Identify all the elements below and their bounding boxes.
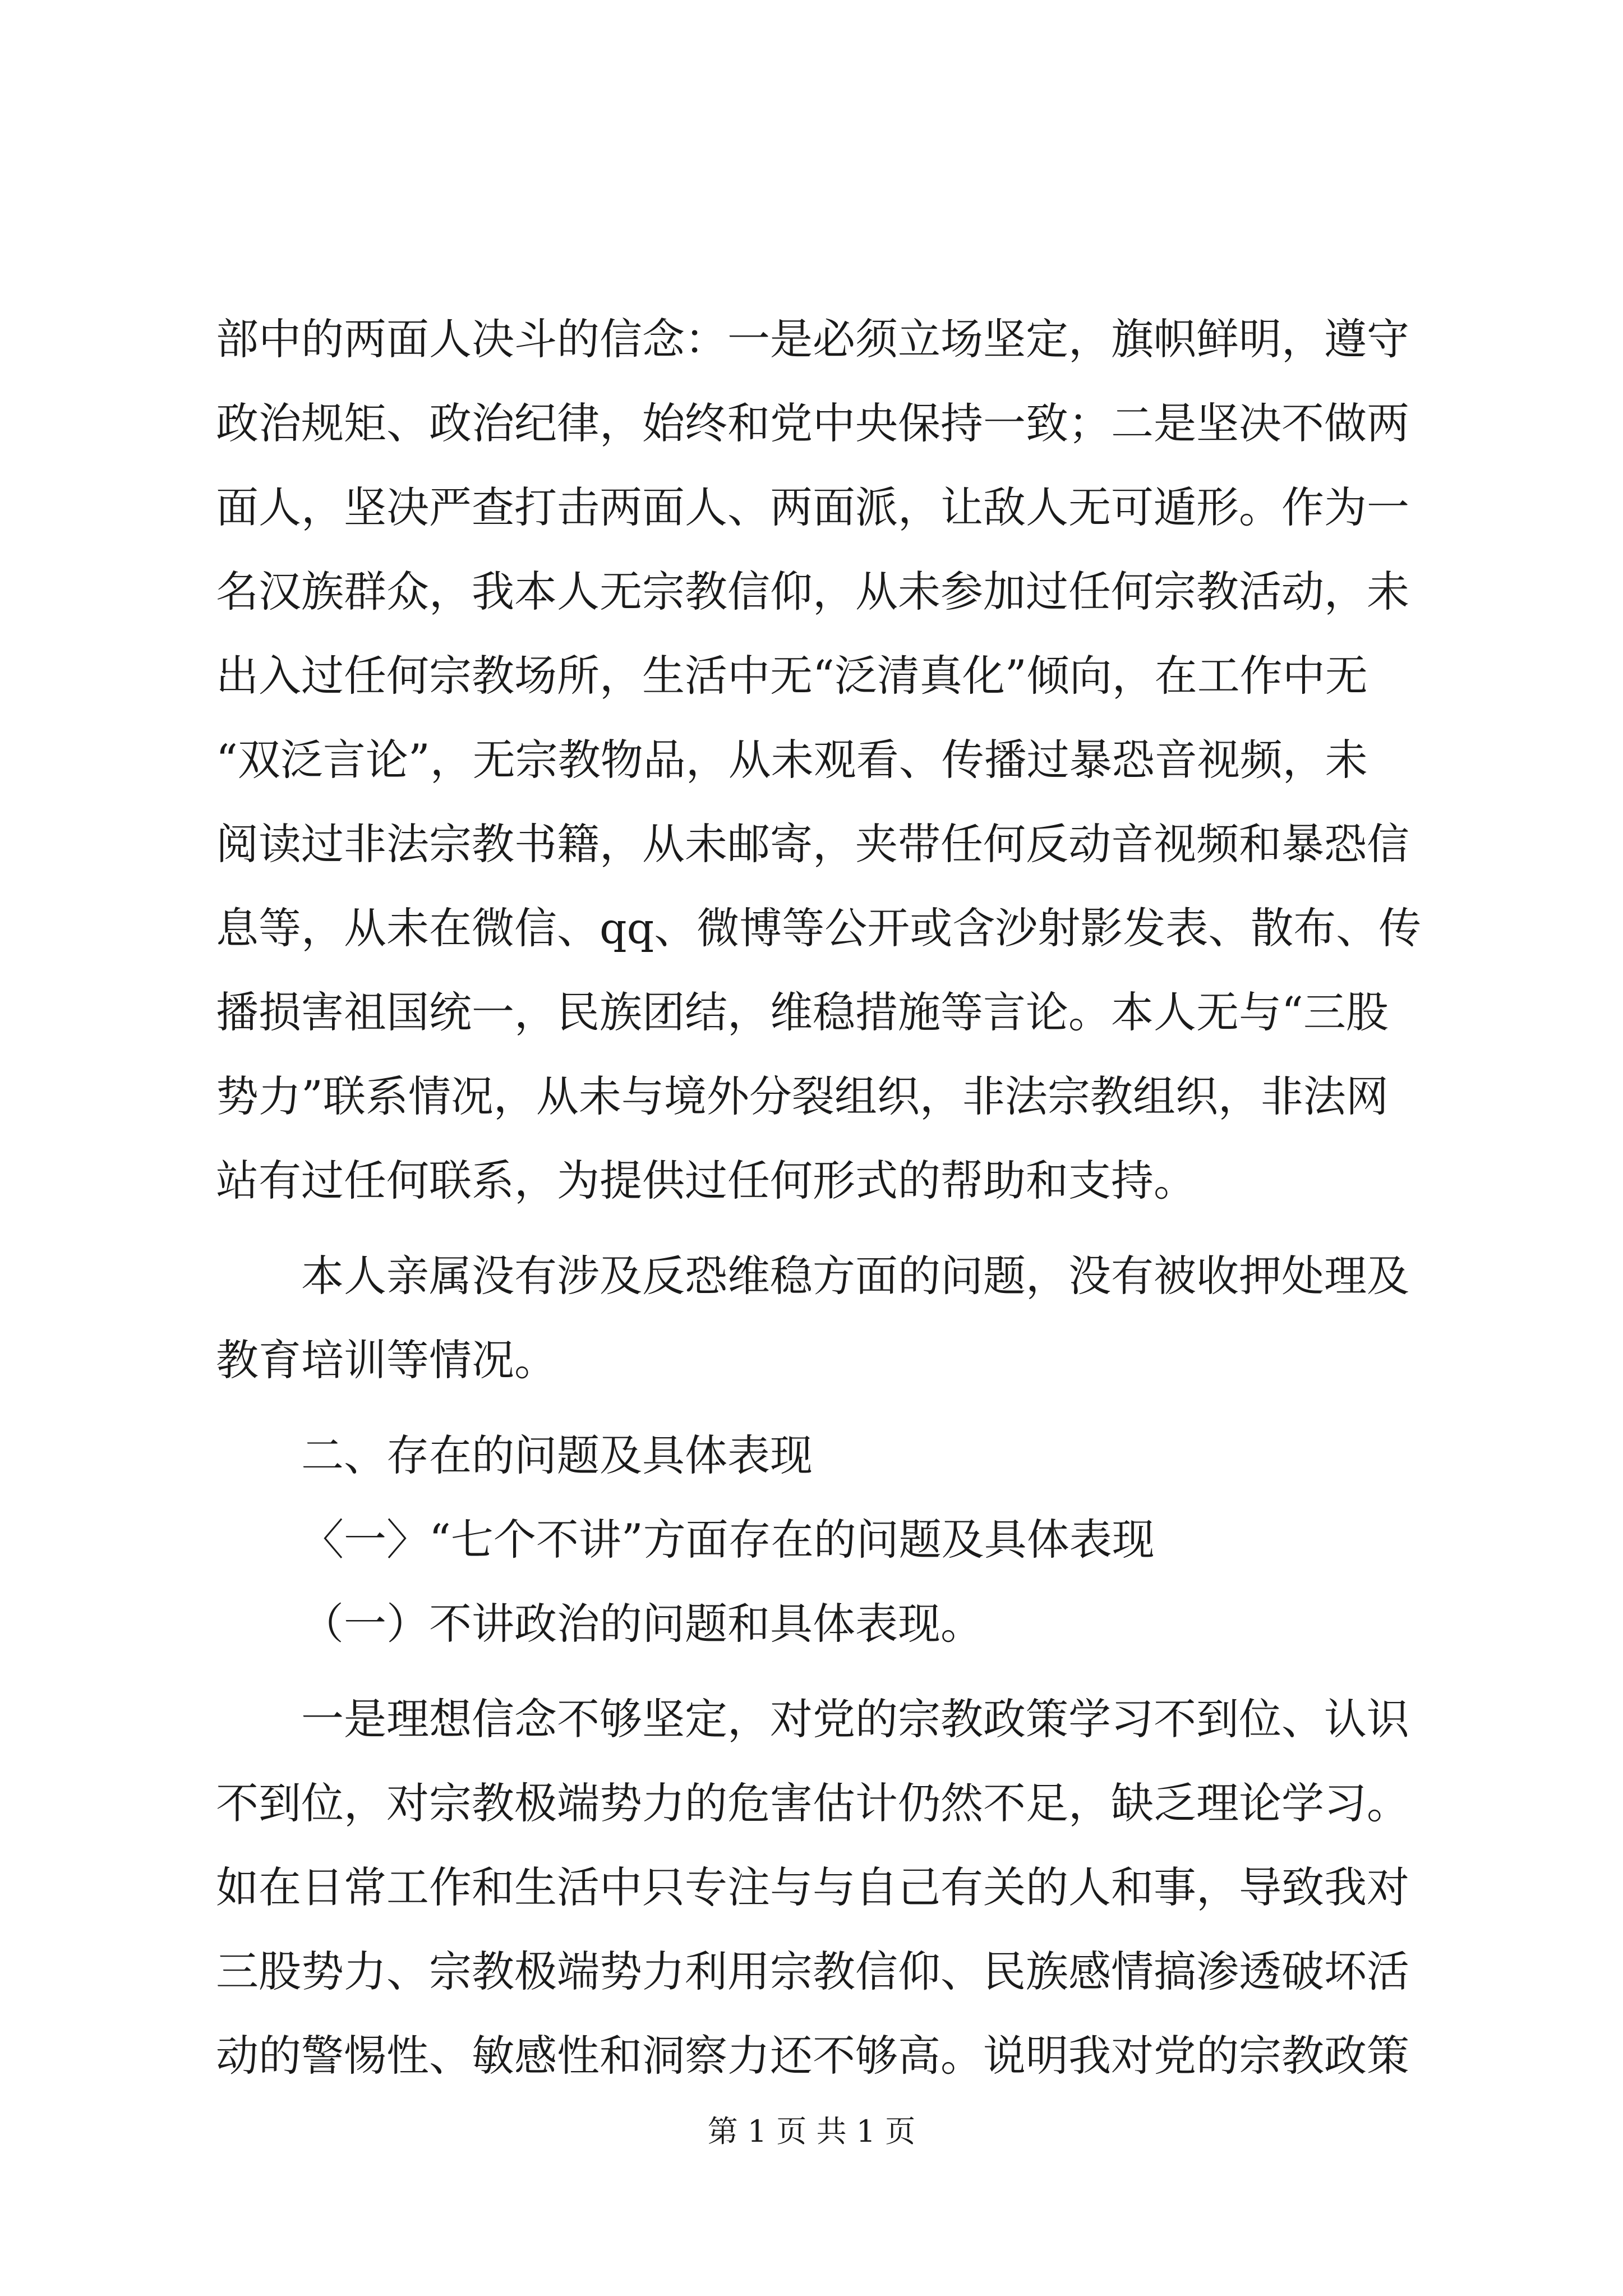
text-line: 不到位，对宗教极端势力的危害估计仍然不足，缺乏理论学习。 (216, 1778, 1409, 1828)
text-line: 势力”联系情况，从未与境外分裂组织，非法宗教组织，非法网 (216, 1071, 1389, 1121)
section-heading: 二、存在的问题及具体表现 (301, 1430, 813, 1480)
text-line: 面人，坚决严查打击两面人、两面派，让敌人无可遁形。作为一 (216, 482, 1409, 532)
paragraph-problems (216, 1677, 1422, 2098)
text-line: 站有过任何联系，为提供过任何形式的帮助和支持。 (216, 1156, 1196, 1205)
text-line: 教育培训等情况。 (216, 1335, 557, 1385)
text-line: 如在日常工作和生活中只专注与与自己有关的人和事，导致我对 (216, 1862, 1409, 1912)
text-line: 一是理想信念不够坚定，对党的宗教政策学习不到位、认识 (301, 1694, 1409, 1744)
document-body (216, 297, 1422, 2098)
text-line: 政治规矩、政治纪律，始终和党中央保持一致；二是坚决不做两 (216, 398, 1409, 448)
text-line: 三股势力、宗教极端势力利用宗教信仰、民族感情搞渗透破坏活 (216, 1947, 1409, 1996)
paragraph-relatives (216, 1234, 1422, 1402)
subsection-heading: 〈一〉“七个不讲”方面存在的问题及具体表现 (301, 1515, 1155, 1565)
text-line: 息等，从未在微信、qq、微博等公开或含沙射影发表、散布、传 (216, 903, 1422, 953)
text-line: 出入过任何宗教场所，生活中无“泛清真化”倾向，在工作中无 (216, 651, 1368, 701)
text-line: 本人亲属没有涉及反恐维稳方面的问题，没有被收押处理及 (301, 1251, 1409, 1301)
text-line: 动的警惕性、敏感性和洞察力还不够高。说明我对党的宗教政策 (216, 2031, 1409, 2081)
text-line: 阅读过非法宗教书籍，从未邮寄，夹带任何反动音视频和暴恐信 (216, 819, 1409, 869)
subsection-heading: （一）不讲政治的问题和具体表现。 (301, 1599, 983, 1649)
text-line: “双泛言论”，无宗教物品，从未观看、传播过暴恐音视频，未 (216, 735, 1368, 785)
text-line: 部中的两面人决斗的信念：一是必须立场坚定，旗帜鲜明，遵守 (216, 314, 1409, 364)
page-footer: 第 1 页 共 1 页 (707, 2114, 916, 2149)
paragraph-faith-statement (216, 297, 1422, 1223)
text-line: 播损害祖国统一，民族团结，维稳措施等言论。本人无与“三股 (216, 987, 1389, 1037)
text-line: 名汉族群众，我本人无宗教信仰，从未参加过任何宗教活动，未 (216, 567, 1409, 616)
